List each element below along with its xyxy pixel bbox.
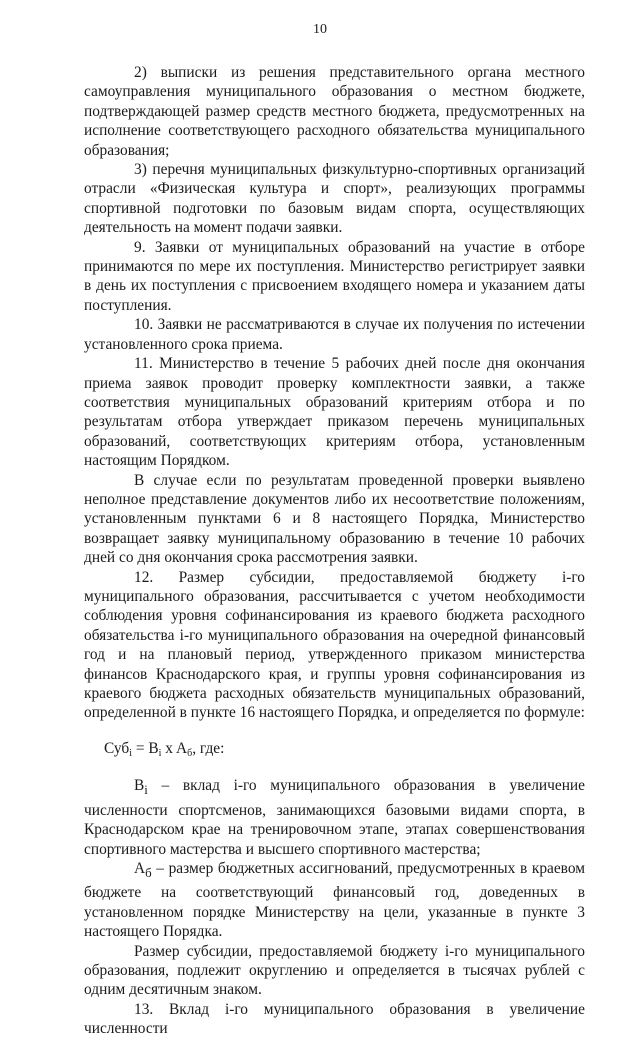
definition-a-text: – размер бюджетных ассигнований, предусмотренных в краевом бюджете на соответствующий финансовый год, доведенных в установленном порядке Министерству на цели, указанные в пункте 3 настоящего Порядка. bbox=[84, 859, 585, 941]
formula-a: A bbox=[175, 739, 188, 757]
definition-b-symbol: B bbox=[134, 777, 145, 795]
formula-lhs-subscript: i bbox=[129, 747, 132, 759]
definition-a bbox=[84, 859, 585, 942]
paragraph-clause-9: 9. Заявки от муниципальных образований на участие в отборе принимаются по мере их поступления. Министерство регистрирует заявки в день их поступления с присвоением входящего номера и указанием даты поступления. bbox=[84, 238, 585, 314]
formula-a-subscript: б bbox=[187, 747, 193, 759]
paragraph-item-3: 3) перечня муниципальных физкультурно-спортивных организаций отрасли «Физическая культура и спорт», реализующих программы спортивной подготовки по базовым видам спорта, осуществляющих деятельность на момент подачи заявки. bbox=[84, 161, 585, 237]
paragraph-clause-10: 10. Заявки не рассматриваются в случае их получения по истечении установленного срока приема. bbox=[84, 316, 585, 353]
page-number: 10 bbox=[313, 22, 327, 37]
paragraph-item-2: 2) выписки из решения представительного органа местного самоуправления муниципального образования о местном бюджете, подтверждающей размер средств местного бюджета, предусмотренных на исполнение соответствующего расходного обязательства муниципального образования; bbox=[84, 64, 585, 159]
formula-times: x bbox=[161, 739, 176, 757]
definition-b-subscript: i bbox=[144, 783, 148, 798]
formula-tail: , где: bbox=[192, 739, 225, 757]
formula-lhs: Суб bbox=[104, 739, 130, 757]
paragraph-clause-11: 11. Министерство в течение 5 рабочих дней после дня окончания приема заявок проводит проверку комплектности заявки, а также соответствия муниципальных образований критериям отбора и по результатам отбора утверждает приказом перечень муниципальных образований, соответствующих критериям отбора, установленным настоящим Порядком. bbox=[84, 355, 585, 470]
formula-b-subscript: i bbox=[158, 747, 162, 759]
paragraph-clause-13: 13. Вклад i-го муниципального образования в увеличение численности bbox=[84, 1000, 585, 1038]
paragraph-return-conditions: В случае если по результатам проведенной проверки выявлено неполное представление документов либо их несоответствие положениям, установленным пунктами 6 и 8 настоящего Порядка, Министерство возвращает заявку муниципальному образованию в течение 10 рабочих дней со дня окончания срока рассмотрения заявки. bbox=[84, 471, 585, 567]
definition-a-symbol: A bbox=[134, 859, 146, 877]
subsidy-formula bbox=[84, 739, 585, 758]
definition-b bbox=[84, 776, 585, 859]
paragraph-rounding: Размер субсидии, предоставляемой бюджету i-го муниципального образования, подлежит округлению и определяется в тысячах рублей с одним десятичным знаком. bbox=[84, 942, 585, 999]
paragraph-clause-12: 12. Размер субсидии, предоставляемой бюджету i-го муниципального образования, рассчитывается с учетом необходимости соблюдения уровня софинансирования из краевого бюджета расходного обязательства i-го муниципального образования на очередной финансовый год и на плановый период, утвержденного приказом министерства финансов Краснодарского края, и группы уровня софинансирования из краевого бюджета расходных обязательств муниципальных образований, определенной в пункте 16 настоящего Порядка, и определяется по формуле: bbox=[84, 568, 585, 722]
definition-a-subscript: б bbox=[145, 866, 152, 880]
document-body bbox=[84, 63, 585, 1039]
definition-b-text: – вклад i-го муниципального образования в увеличение численности спортсменов, занимающихся базовыми видами спорта, в Краснодарском крае на тренировочном этапе, этапах совершенствования спортивного мастерства и высшего спортивного мастерства; bbox=[84, 777, 585, 858]
formula-equals: = bbox=[132, 739, 149, 757]
formula-b: B bbox=[148, 739, 159, 757]
